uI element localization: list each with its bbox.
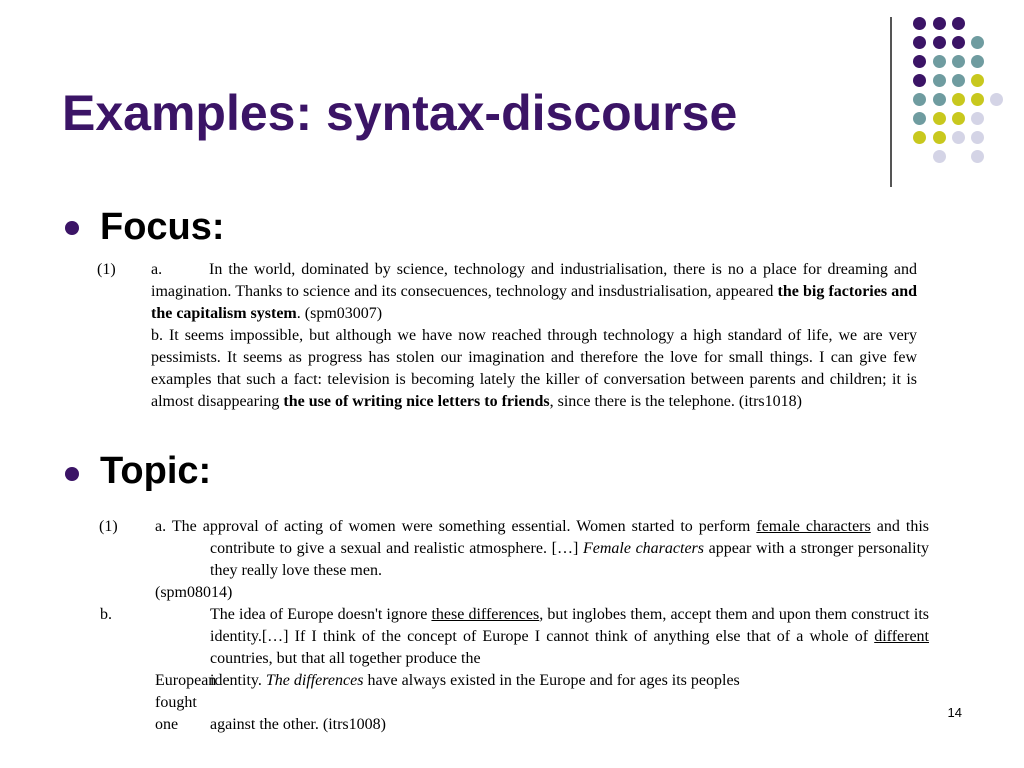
decorative-dot	[952, 93, 965, 106]
decorative-dot	[913, 36, 926, 49]
focus-example-number: (1)	[97, 261, 116, 278]
decorative-dot	[933, 74, 946, 87]
decorative-dot	[913, 93, 926, 106]
topic-a-reference: (spm08014)	[155, 584, 233, 601]
topic-b-label: b.	[100, 606, 112, 623]
topic-b-line4-text: identity.	[210, 672, 266, 689]
focus-a-text: In the world, dominated by science, technology and industrialisation, there is no a place for dreaming and imagination. Thanks to science and its consecuences, technology and insdustrialisation, appeared	[151, 261, 917, 300]
topic-example-a	[155, 516, 929, 604]
decorative-dot	[990, 93, 1003, 106]
focus-example-b	[151, 325, 917, 413]
topic-b-line5	[155, 692, 929, 736]
topic-b-line4-end: have always existed in the Europe and for ages its peoples	[363, 672, 740, 689]
decorative-dot	[971, 74, 984, 87]
decorative-dot	[971, 131, 984, 144]
slide-title: Examples: syntax-discourse	[62, 85, 738, 141]
topic-a-label: a.	[155, 518, 167, 535]
decorative-dot	[952, 17, 965, 30]
topic-b-text1: The idea of Europe doesn't ignore	[210, 606, 432, 623]
focus-b-end: , since there is the telephone. (itrs1018)	[549, 393, 802, 410]
focus-heading: Focus:	[100, 206, 225, 248]
topic-heading: Topic:	[100, 450, 212, 492]
topic-example-block	[100, 516, 930, 736]
decorative-dot	[971, 93, 984, 106]
topic-b-italic: The differences	[265, 672, 364, 689]
topic-b-line5-text: against the other. (itrs1008)	[210, 716, 386, 733]
topic-b-text2: , but inglobes them, accept them and upon them construct its identity.[…] If I think of the concept of Europe I cannot think of anything else that of a whole of	[210, 606, 929, 645]
decorative-dot	[933, 93, 946, 106]
topic-b-underlined-1: these differences	[431, 606, 540, 623]
decorative-dot	[952, 55, 965, 68]
decorative-dot	[933, 131, 946, 144]
decorative-dot	[971, 36, 984, 49]
topic-b-line4-lead: European	[155, 672, 217, 689]
decorative-dot	[913, 17, 926, 30]
decorative-dot	[933, 150, 946, 163]
focus-example-block	[151, 259, 917, 413]
topic-a-italic: Female characters	[582, 540, 705, 557]
focus-b-bold: the use of writing nice letters to friends	[283, 393, 550, 410]
decorative-dot	[971, 55, 984, 68]
decorative-dot	[971, 150, 984, 163]
topic-example-b	[100, 604, 929, 736]
topic-b-line5-lead: fought one	[155, 694, 197, 733]
decorative-dot	[913, 55, 926, 68]
topic-b-underlined-2: different	[874, 628, 929, 645]
decorative-dot	[952, 36, 965, 49]
decorative-dot	[913, 74, 926, 87]
focus-a-label: a.	[151, 261, 163, 278]
decorative-dot	[952, 74, 965, 87]
decorative-dot	[952, 131, 965, 144]
focus-b-text: b. It seems impossible, but although we have now reached through technology a high standard of life, we are very pessimists. It seems as progress has stolen our imagination and therefore the love for small things. I can give few examples that such a fact: television is becoming lately the killer of conversation between parents and children; it is almost disappearing	[151, 327, 917, 410]
decorative-dot	[933, 112, 946, 125]
topic-example-number: (1)	[99, 518, 118, 535]
decorative-dot	[933, 55, 946, 68]
decorative-dot	[933, 36, 946, 49]
decorative-dot	[952, 112, 965, 125]
topic-b-line4	[155, 670, 929, 692]
topic-a-text2: and this contribute to give a sexual and realistic atmosphere. […]	[210, 518, 930, 557]
decorative-dot	[933, 17, 946, 30]
focus-a-end: . (spm03007)	[296, 305, 383, 322]
decorative-dot	[913, 112, 926, 125]
topic-b-text3: countries, but that all together produce the	[210, 650, 481, 667]
topic-a-text3: appear with a stronger personality they really love these men.	[210, 540, 930, 579]
focus-bullet-icon	[65, 221, 79, 235]
topic-a-text1: The approval of acting of women were something essential. Women started to perform	[171, 518, 757, 535]
decorative-dot-grid	[0, 0, 1024, 200]
page-number: 14	[947, 705, 962, 720]
decorative-dot	[971, 112, 984, 125]
focus-example-a	[151, 259, 917, 325]
topic-bullet-icon	[65, 467, 79, 481]
decorative-dot	[913, 131, 926, 144]
topic-a-underlined: female characters	[756, 518, 871, 535]
focus-a-bold: the big factories and the capitalism system	[151, 283, 917, 322]
